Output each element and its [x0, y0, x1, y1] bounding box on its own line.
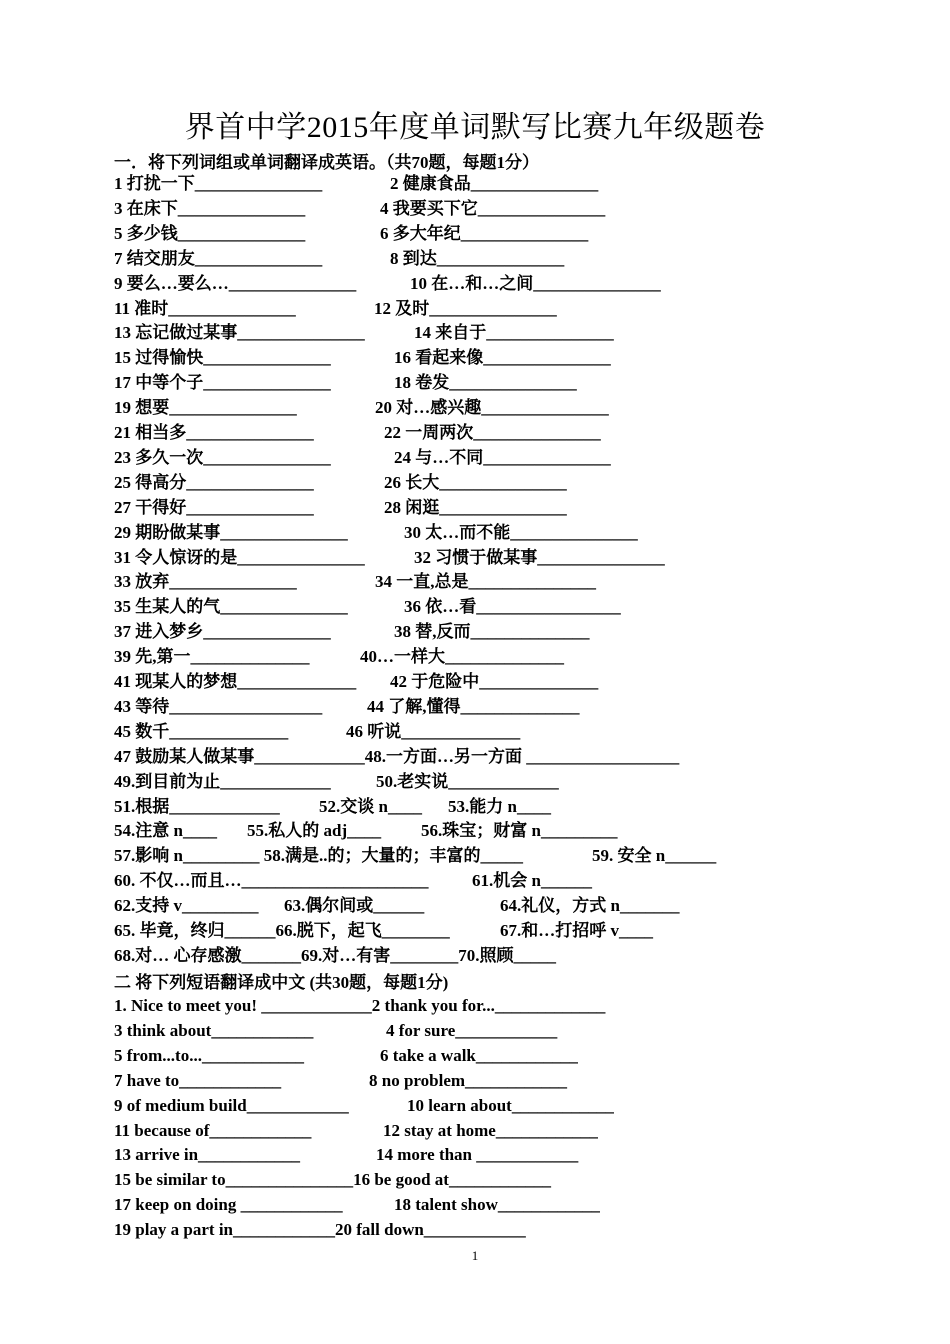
section1-question-item: 32 习惯于做某事_______________ — [414, 547, 665, 567]
section1-question-item: 34 一直,总是_______________ — [375, 572, 596, 592]
section1-question-item: 50.老实说_____________ — [376, 771, 559, 791]
section1-question-item: 24 与…不同_______________ — [394, 447, 611, 467]
section1-question-item: 13 忘记做过某事_______________ — [114, 323, 365, 343]
section2-heading: 二 将下列短语翻译成中文 (共30题，每题1分) — [114, 973, 449, 992]
section1-question-item: 63.偶尔间或______ — [284, 896, 425, 916]
section1-question-item: 46 听说______________ — [346, 721, 521, 741]
section1-question-item: 17 中等个子_______________ — [114, 373, 331, 393]
section1-question-item: 55.私人的 adj____ — [247, 821, 382, 841]
section1-question-item: 62.支持 v_________ — [114, 896, 259, 916]
section1-question-item: 68.对… 心存感激_______69.对…有害________70.照顾_____ — [114, 945, 556, 965]
section1-question-item: 49.到目前为止_____________ — [114, 771, 331, 791]
section2-question-item: 3 think about____________ — [114, 1020, 314, 1040]
section1-question-item: 44 了解,懂得______________ — [367, 696, 580, 716]
section1-question-item: 35 生某人的气_______________ — [114, 597, 348, 617]
section2-question-item: 4 for sure____________ — [386, 1020, 558, 1040]
section2-question-item: 17 keep on doing ____________ — [114, 1195, 343, 1215]
section1-question-item: 22 一周两次_______________ — [384, 423, 601, 442]
section1-question-item: 60. 不仅…而且…______________________ — [114, 871, 429, 891]
section1-question-item: 41 现某人的梦想______________ — [114, 672, 357, 691]
section1-question-item: 9 要么…要么…_______________ — [114, 273, 357, 293]
section1-question-item: 25 得高分_______________ — [114, 472, 314, 492]
section2-question-item: 14 more than ____________ — [376, 1145, 579, 1165]
section1-question-item: 26 长大_______________ — [384, 472, 567, 492]
section1-question-item: 30 太…而不能_______________ — [404, 522, 638, 542]
section1-question-item: 5 多少钱_______________ — [114, 223, 306, 243]
section1-question-item: 42 于危险中______________ — [390, 672, 599, 691]
section1-question-item: 21 相当多_______________ — [114, 423, 314, 442]
section1-question-item: 19 想要_______________ — [114, 398, 297, 418]
section1-heading: 一．将下列词组或单词翻译成英语。（共70题，每题1分） — [114, 153, 539, 172]
section2-question-item: 18 talent show____________ — [394, 1195, 600, 1215]
section1-question-item: 33 放弃_______________ — [114, 572, 297, 592]
section1-question-item: 6 多大年纪_______________ — [380, 223, 589, 243]
section2-question-item: 8 no problem____________ — [369, 1070, 568, 1090]
section1-question-item: 40…一样大______________ — [360, 647, 564, 667]
section2-question-item: 9 of medium build____________ — [114, 1095, 349, 1115]
section1-question-item: 67.和…打招呼 v____ — [500, 921, 653, 940]
section1-question-item: 43 等待__________________ — [114, 696, 323, 716]
section1-question-item: 18 卷发_______________ — [394, 373, 577, 393]
section1-question-item: 36 依…看_________________ — [404, 597, 621, 617]
section1-question-item: 10 在…和…之间_______________ — [410, 273, 661, 293]
section1-question-item: 51.根据_____________ — [114, 796, 280, 816]
section1-question-item: 29 期盼做某事_______________ — [114, 522, 348, 542]
section1-question-item: 12 及时_______________ — [374, 298, 557, 318]
section2-question-item: 19 play a part in____________20 fall down____________ — [114, 1220, 526, 1240]
section1-question-item: 23 多久一次_______________ — [114, 447, 331, 467]
section2-question-item: 7 have to____________ — [114, 1070, 282, 1090]
section1-question-item: 53.能力 n____ — [448, 796, 551, 816]
section2-question-item: 6 take a walk____________ — [380, 1045, 578, 1065]
section1-question-item: 39 先,第一______________ — [114, 647, 310, 667]
section2-question-item: 10 learn about____________ — [407, 1095, 614, 1115]
section1-question-item: 28 闲逛_______________ — [384, 497, 567, 517]
page-title: 界首中学2015年度单词默写比赛九年级题卷 — [184, 111, 766, 144]
section1-question-item: 31 令人惊讶的是_______________ — [114, 547, 365, 567]
section1-question-item: 59. 安全 n______ — [592, 846, 717, 866]
section1-question-item: 54.注意 n____ — [114, 821, 217, 841]
section1-question-item: 45 数千______________ — [114, 721, 289, 741]
page-number: 1 — [471, 1248, 479, 1263]
section1-question-item: 14 来自于_______________ — [414, 323, 614, 343]
section2-question-item: 12 stay at home____________ — [383, 1120, 598, 1140]
section2-question-item: 5 from...to...____________ — [114, 1045, 304, 1065]
section1-question-item: 47 鼓励某人做某事_____________48.一方面…另一方面 __________________ — [114, 746, 680, 766]
section1-question-item: 65. 毕竟，终归______66.脱下，起飞________ — [114, 921, 450, 940]
section1-question-item: 7 结交朋友_______________ — [114, 248, 323, 268]
section1-question-item: 1 打扰一下_______________ — [114, 174, 323, 193]
section1-question-item: 8 到达_______________ — [390, 248, 565, 268]
section1-question-item: 57.影响 n_________ 58.满是..的；大量的；丰富的_____ — [114, 846, 523, 866]
section1-question-item: 52.交谈 n____ — [319, 796, 422, 816]
section1-question-item: 37 进入梦乡_______________ — [114, 622, 331, 642]
section2-question-item: 11 because of____________ — [114, 1120, 312, 1140]
section2-question-item: 1. Nice to meet you! _____________2 thank you for..._____________ — [114, 996, 606, 1015]
section1-question-item: 2 健康食品_______________ — [390, 174, 599, 193]
section2-question-item: 13 arrive in____________ — [114, 1145, 301, 1165]
section1-question-item: 15 过得愉快_______________ — [114, 348, 331, 368]
section1-question-item: 20 对…感兴趣_______________ — [375, 398, 609, 418]
section1-question-item: 56.珠宝；财富 n_________ — [421, 821, 618, 841]
section1-question-item: 11 准时_______________ — [114, 298, 296, 318]
section1-question-item: 16 看起来像_______________ — [394, 348, 611, 368]
section1-question-item: 38 替,反而______________ — [394, 622, 590, 642]
section2-question-item: 15 be similar to_______________16 be good at____________ — [114, 1170, 551, 1190]
section1-question-item: 27 干得好_______________ — [114, 497, 314, 517]
section1-question-item: 4 我要买下它_______________ — [380, 198, 606, 218]
section1-question-item: 61.机会 n______ — [472, 871, 592, 891]
section1-question-item: 3 在床下_______________ — [114, 198, 306, 218]
section1-question-item: 64.礼仪，方式 n_______ — [500, 896, 680, 916]
